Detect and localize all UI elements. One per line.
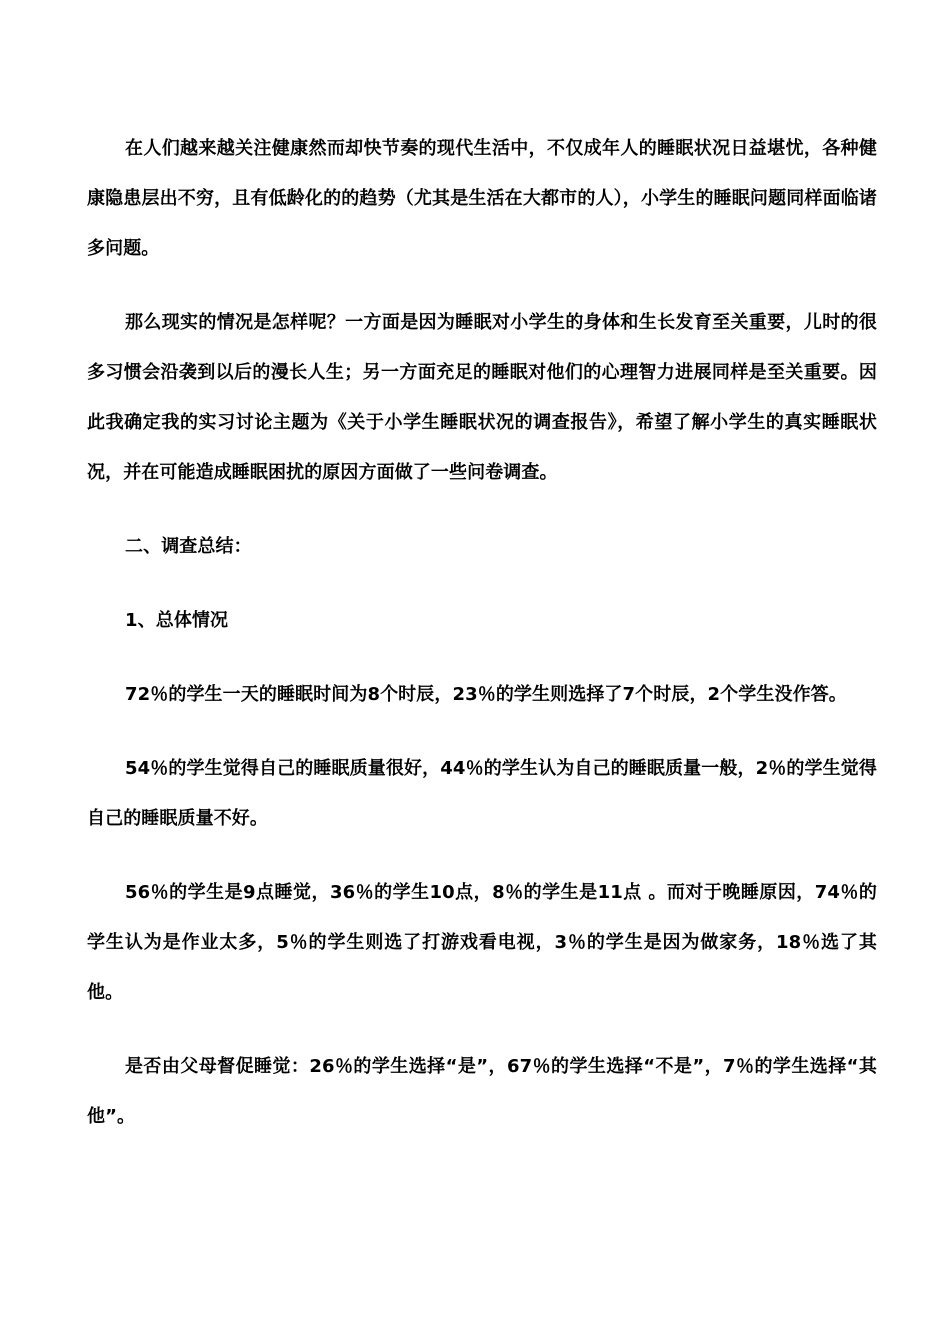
bedtime-paragraph: 56％的学生是9点睡觉，36％的学生10点，8％的学生是11点 。而对于晚睡原因，74％的学生认为是作业太多，5％的学生则选了打游戏看电视，3％的学生是因为做家务，18％选了其他。 [87, 882, 877, 1003]
section-heading-survey-summary: 二、调查总结： [125, 536, 252, 557]
subheading-overall: 1、总体情况 [125, 610, 229, 631]
parent-supervision-paragraph: 是否由父母督促睡觉：26％的学生选择“是”，67％的学生选择“不是”，7％的学生选择“其他”。 [87, 1056, 877, 1127]
intro-paragraph: 在人们越来越关注健康然而却快节奏的现代生活中，不仅成年人的睡眠状况日益堪忧，各种健康隐患层出不穷，且有低龄化的的趋势（尤其是生活在大都市的人），小学生的睡眠问题同样面临诸多问题。 [87, 138, 877, 259]
sleep-quality-paragraph: 54％的学生觉得自己的睡眠质量很好，44％的学生认为自己的睡眠质量一般，2％的学生觉得自己的睡眠质量不好。 [87, 758, 877, 829]
topic-paragraph: 那么现实的情况是怎样呢？一方面是因为睡眠对小学生的身体和生长发育至关重要，儿时的很多习惯会沿袭到以后的漫长人生；另一方面充足的睡眠对他们的心理智力进展同样是至关重要。因此我确定我的实习讨论主题为《关于小学生睡眠状况的调查报告》，希望了解小学生的真实睡眠状况，并在可能造成睡眠困扰的原因方面做了一些问卷调查。 [87, 312, 877, 483]
sleep-duration-paragraph: 72％的学生一天的睡眠时间为8个时辰，23％的学生则选择了7个时辰，2个学生没作答。 [125, 684, 847, 705]
document-page [87, 124, 877, 1142]
